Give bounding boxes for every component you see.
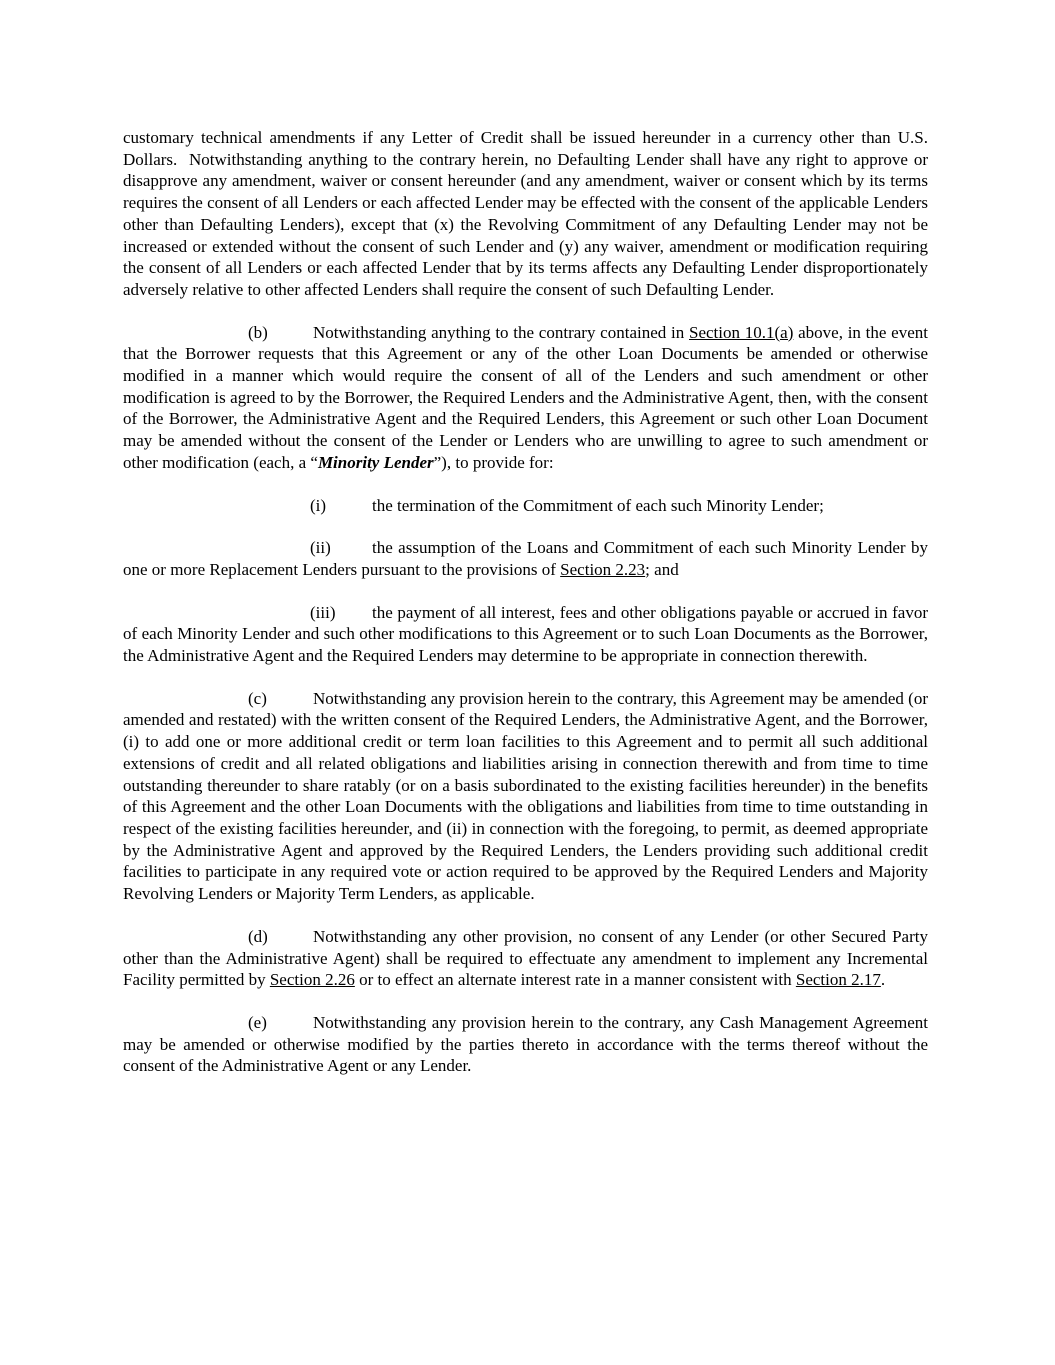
paragraph-b	[123, 322, 928, 474]
paragraph	[123, 127, 928, 301]
paragraph-label: (c)	[248, 688, 267, 708]
text-run: or to effect an alternate interest rate in a manner consistent with	[354, 970, 796, 990]
paragraph-iii	[123, 602, 928, 667]
section-reference: Section 2.26	[269, 970, 355, 990]
text-run: .	[880, 970, 886, 990]
text-run: Notwithstanding any provision herein to the contrary, this Agreement may be amended (or amended and restated) with the written consent of the Required Lenders, the Administrative Agent, and the Borrower, (i) to add one or more additional credit or term loan facilities to this Agreement and to permit all such additional extensions of credit and all related obligations and liabilities arising in connection therewith and from time to time outstanding thereunder to share ratably (or on a basis subordinated to the existing facilities hereunder) in the benefits of this Agreement and the other Loan Documents with the obligations and liabilities from time to time outstanding in respect of the existing facilities hereunder, and (ii) in connection with the foregoing, to permit, as deemed appropriate by the Administrative Agent and approved by the Required Lenders, the Lenders providing such additional credit facilities to participate in any required vote or action required to be approved by the Required Lenders and Majority Revolving Lenders or Majority Term Lenders, as applicable.	[123, 688, 928, 904]
document-body	[123, 127, 928, 1077]
document-page	[123, 127, 928, 1098]
section-reference: Section 2.23	[560, 559, 646, 579]
text-run: ; and	[645, 559, 679, 579]
text-run: above, in the event that the Borrower requests that this Agreement or any of the other Loan Documents be amended or otherwise modified in a manner which would require the consent of all of the Lenders and such amendment or other modification is agreed to by the Borrower, the Required Lenders and the Administrative Agent, then, with the consent of the Borrower, the Administrative Agent and the Required Lenders, this Agreement or such other Loan Document may be amended without the consent of the Lender or Lenders who are unwilling to agree to such amendment or other modification (each, a “	[123, 322, 928, 472]
paragraph-ii	[123, 537, 928, 580]
text-run: customary technical amendments if any Letter of Credit shall be issued hereunder in a currency other than U.S. Dollars. Notwithstanding anything to the contrary herein, no Defaulting Lender shall have any right to approve or disapprove any amendment, waiver or consent hereunder (and any amendment, waiver or consent which by its terms requires the consent of all Lenders or each affected Lender may be effected with the consent of the applicable Lenders other than Defaulting Lenders), except that (x) the Revolving Commitment of any Defaulting Lender may not be increased or extended without the consent of such Lender and (y) any waiver, amendment or modification requiring the consent of all Lenders or each affected Lender that by its terms affects any Defaulting Lender disproportionately adversely relative to other affected Lenders shall require the consent of such Defaulting Lender.	[123, 128, 928, 299]
paragraph-e	[123, 1012, 928, 1077]
text-run: Notwithstanding any provision herein to the contrary, any Cash Management Agreement may be amended or otherwise modified by the parties thereto in accordance with the terms thereof without the consent of the Administrative Agent or any Lender.	[123, 1012, 928, 1076]
text-run: Notwithstanding any other provision, no consent of any Lender (or other Secured Party other than the Administrative Agent) shall be required to effectuate any amendment to implement any Incremental Facility permitted by	[123, 926, 928, 990]
paragraph-c	[123, 688, 928, 905]
section-reference: Section 2.17	[795, 970, 881, 990]
text-run: ”), to provide for:	[433, 452, 554, 472]
text-run: Notwithstanding anything to the contrary contained in	[313, 322, 689, 342]
paragraph-i	[123, 495, 928, 517]
paragraph-label: (i)	[310, 495, 327, 515]
text-run: the termination of the Commitment of each such Minority Lender;	[372, 495, 824, 515]
defined-term: Minority Lender	[317, 452, 434, 472]
text-run: the assumption of the Loans and Commitment of each such Minority Lender by one or more Replacement Lenders pursuant to the provisions of	[123, 538, 928, 579]
paragraph-label: (iii)	[310, 602, 336, 622]
text-run: the payment of all interest, fees and other obligations payable or accrued in favor of each Minority Lender and such other modifications to this Agreement or to such Loan Documents as the Borrower, the Administrative Agent and the Required Lenders may determine to be appropriate in connection therewith.	[123, 602, 928, 666]
section-reference: Section 10.1(a)	[689, 322, 794, 342]
paragraph-label: (e)	[248, 1012, 267, 1032]
paragraph-label: (ii)	[310, 538, 331, 558]
paragraph-label: (b)	[248, 322, 268, 342]
paragraph-d	[123, 926, 928, 991]
paragraph-label: (d)	[248, 926, 268, 946]
